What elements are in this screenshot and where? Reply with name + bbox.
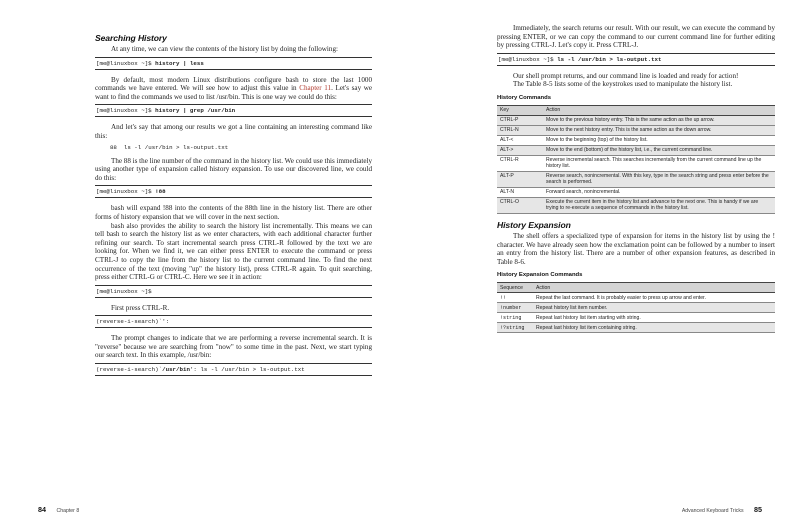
key-cell: ALT-P (497, 171, 543, 187)
section-heading-searching-history: Searching History (95, 33, 167, 43)
left-footer (38, 499, 79, 517)
key-cell: CTRL-P (497, 115, 543, 125)
column-header: Action (533, 283, 775, 293)
sequence-cell: !! (497, 293, 533, 303)
table-row (497, 187, 775, 197)
table-header-row (497, 283, 775, 293)
sequence-cell: !number (497, 303, 533, 313)
table-header-row (497, 105, 775, 115)
action-cell: Repeat history list item number. (533, 303, 775, 313)
action-cell: Repeat the last command. It is probably easier to press up arrow and enter. (533, 293, 775, 303)
paragraph: The 88 is the line number of the command in the history list. We could use this immediately using another type of expansion called history expansion. To use our discovered line, we could do this: (95, 156, 372, 182)
command-line: [me@linuxbox ~]$ (95, 285, 372, 298)
action-cell: Reverse search, nonincremental. With this key, type in the search string and press enter before the search is performed. (543, 171, 775, 187)
page-number: 84 (38, 505, 46, 514)
chapter-link[interactable]: Chapter 11 (299, 84, 332, 93)
action-cell: Move to the next history entry. This is the same action as the down arrow. (543, 125, 775, 135)
table-title-history-expansion: History Expansion Commands (497, 272, 583, 279)
command-line: (reverse-i-search)`': (95, 315, 372, 328)
key-cell: ALT-> (497, 145, 543, 155)
key-cell: CTRL-N (497, 125, 543, 135)
action-cell: Execute the current item in the history list and advance to the next one. This is handy if we are trying to re-execute a sequence of commands in the history list. (543, 197, 775, 213)
table-row (497, 313, 775, 323)
left-column (95, 33, 372, 382)
history-expansion-table (497, 282, 775, 333)
action-cell: Repeat last history list item starting with string. (533, 313, 775, 323)
section-heading-history-expansion: History Expansion (497, 219, 571, 230)
paragraph: The Table 8-5 lists some of the keystrokes used to manipulate the history list. (513, 80, 733, 89)
action-cell: Forward search, nonincremental. (543, 187, 775, 197)
paragraph: First press CTRL-R. (111, 303, 170, 312)
table-row (497, 171, 775, 187)
paragraph: The prompt changes to indicate that we are performing a reverse incremental search. It is "reverse" because we are searching from "now" to some time in the past. Next, we start typing our search text. In this example, /usr/bin: (95, 334, 372, 360)
command-line: [me@linuxbox ~]$ !88 (95, 185, 372, 198)
table-row (497, 115, 775, 125)
command-line: [me@linuxbox ~]$ history | less (95, 57, 372, 70)
chapter-label: Chapter 8 (56, 508, 80, 514)
table-title-history-commands: History Commands (497, 94, 552, 101)
paragraph: By default, most modern Linux distributions configure bash to store the last 1000 commands we have entered. We will see how to adjust this value in Chapter 11. Let's say we want to find the commands we used to list /usr/bin. This is one way we could do this: (95, 75, 373, 101)
table-row (497, 125, 775, 135)
table-row (497, 197, 775, 213)
paragraph: And let's say that among our results we got a line containing an interesting command like this: (95, 123, 372, 140)
column-header: Key (497, 105, 543, 115)
chapter-title-label: Advanced Keyboard Tricks (681, 508, 744, 514)
action-cell: Move to the end (bottom) of the history list, i.e., the current command line. (543, 145, 775, 155)
key-cell: ALT-N (497, 187, 543, 197)
table-row (497, 155, 775, 171)
key-cell: ALT-< (497, 135, 543, 145)
table-row (497, 303, 775, 313)
page-number: 85 (754, 505, 762, 514)
paragraph: bash will expand !88 into the contents of the 88th line in the history list. There are other forms of history expansion that we will cover in the next section. (95, 204, 372, 221)
paragraph: bash also provides the ability to search the history list incrementally. This means we can tell bash to search the history list as we enter characters, with each additional character further refining our search. To start incremental search press CTRL-R followed by the text we are looking for. When we find it, we can either press ENTER to execute the command or press CTRL-J to copy the line from the history list to the current command line. To find the next occurrence of the text (moving "up" the history list), press CTRL-R again. To quit searching, press either CTRL-G or CTRL-C. Here we see it in action: (95, 221, 372, 282)
right-footer (682, 499, 762, 517)
sequence-cell: !?string (497, 323, 533, 333)
key-cell: CTRL-R (497, 155, 543, 171)
action-cell: Reverse incremental search. This searches incrementally from the current command line up the history list. (543, 155, 775, 171)
column-header: Sequence (497, 283, 533, 293)
command-line: [me@linuxbox ~]$ history | grep /usr/bin (95, 104, 372, 117)
command-line: (reverse-i-search)`/usr/bin': ls -l /usr/bin > ls-output.txt (95, 363, 372, 376)
table-row (497, 293, 775, 303)
right-column (497, 24, 775, 333)
table-row (497, 323, 775, 333)
paragraph: At any time, we can view the contents of the history list by doing the following: (111, 45, 338, 53)
key-cell: CTRL-O (497, 197, 543, 213)
action-cell: Repeat last history list item containing string. (533, 323, 775, 333)
history-commands-table (497, 105, 775, 214)
right-page (400, 0, 800, 528)
paragraph: Our shell prompt returns, and our command line is loaded and ready for action! (513, 71, 739, 80)
paragraph: The shell offers a specialized type of expansion for items in the history list by using the ! character. We have already seen how the exclamation point can be followed by a number to insert an entry from the history list. There are a number of other expansion features, as described in Table 8-6. (497, 231, 775, 266)
action-cell: Move to the previous history entry. This is the same action as the up arrow. (543, 115, 775, 125)
column-header: Action (543, 105, 775, 115)
sequence-cell: !string (497, 313, 533, 323)
table-row (497, 135, 775, 145)
paragraph: Immediately, the search returns our result. With our result, we can execute the command by pressing ENTER, or we can copy the command to our current command line for further editing by pressing CTRL-J. Let's copy it. Press CTRL-J. (497, 24, 775, 50)
history-output-line: 88 ls -l /usr/bin > ls-output.txt (103, 143, 229, 151)
command-line: [me@linuxbox ~]$ ls -l /usr/bin > ls-output.txt (497, 53, 775, 66)
table-row (497, 145, 775, 155)
action-cell: Move to the beginning (top) of the history list. (543, 135, 775, 145)
